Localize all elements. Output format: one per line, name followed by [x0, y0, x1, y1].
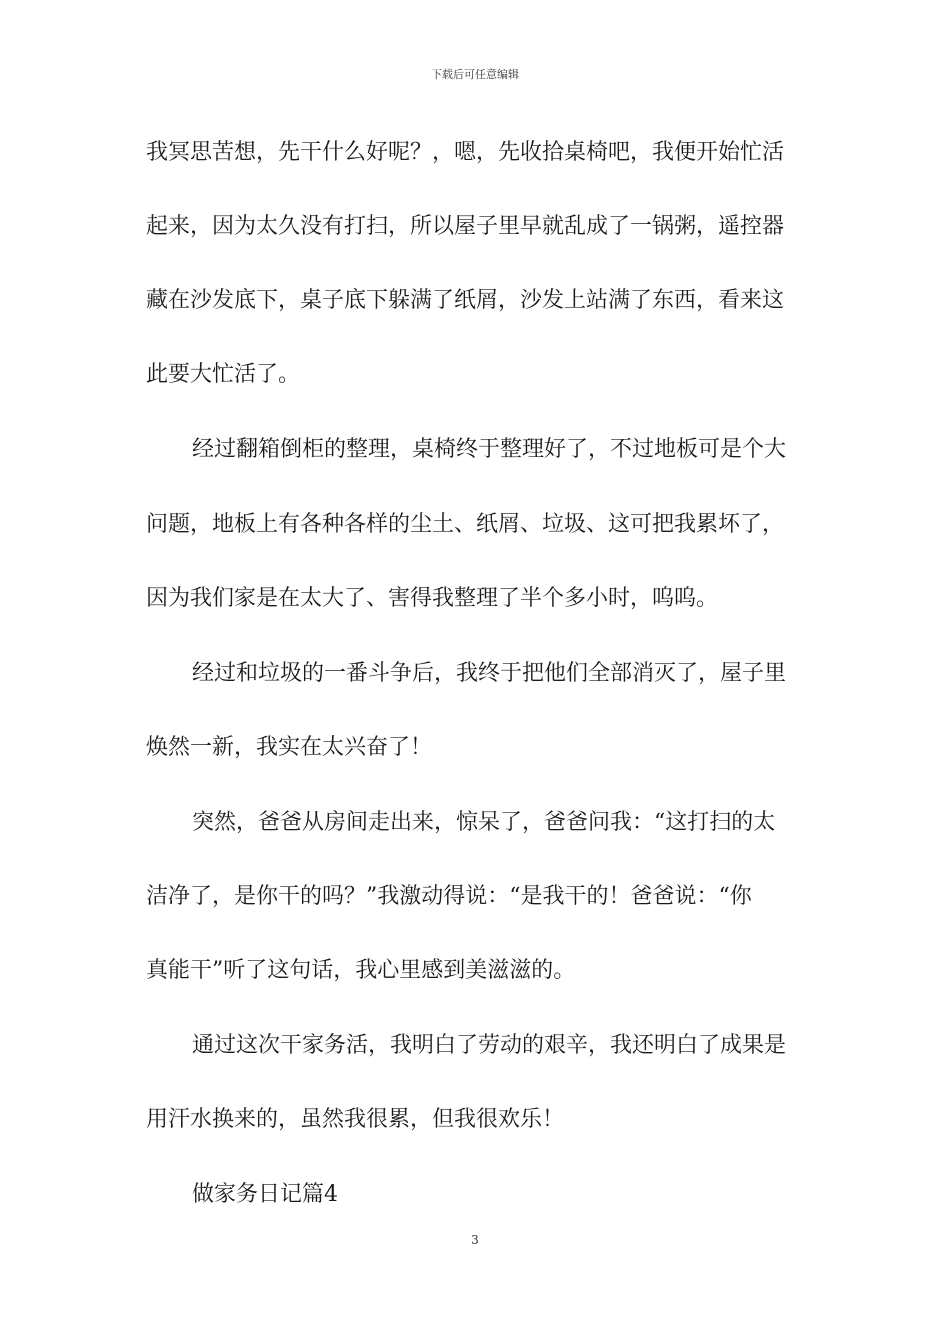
- text-line: 通过这次干家务活，我明白了劳动的艰辛，我还明白了成果是: [192, 1033, 787, 1058]
- text-line: 洁净了，是你干的吗？”我激动得说：“是我干的！爸爸说：“你: [146, 884, 752, 909]
- text-line: 此要大忙活了。: [146, 362, 301, 387]
- text-line: 焕然一新，我实在太兴奋了！: [146, 735, 433, 760]
- text-line: 起来，因为太久没有打扫，所以屋子里早就乱成了一锅粥，遥控器: [146, 214, 785, 239]
- text-line: 我冥思苦想，先干什么好呢？，嗯，先收拾桌椅吧，我便开始忙活: [146, 140, 785, 165]
- page-number: 3: [471, 1233, 479, 1247]
- text-line: 藏在沙发底下，桌子底下躲满了纸屑，沙发上站满了东西，看来这: [146, 288, 785, 313]
- text-line: 经过翻箱倒柜的整理，桌椅终于整理好了，不过地板可是个大: [192, 437, 787, 462]
- section-heading: 做家务日记篇4: [192, 1182, 338, 1207]
- text-line: 因为我们家是在太大了、害得我整理了半个多小时，呜呜。: [146, 586, 719, 611]
- text-line: 问题，地板上有各种各样的尘土、纸屑、垃圾、这可把我累坏了，: [146, 512, 785, 537]
- text-line: 经过和垃圾的一番斗争后，我终于把他们全部消灭了，屋子里: [192, 661, 787, 686]
- text-line: 真能干”听了这句话，我心里感到美滋滋的。: [146, 958, 576, 983]
- text-line: 突然，爸爸从房间走出来，惊呆了，爸爸问我：“这打扫的太: [192, 810, 776, 835]
- page-header: 下载后可任意编辑: [431, 68, 519, 81]
- text-line: 用汗水换来的，虽然我很累，但我很欢乐！: [146, 1107, 565, 1132]
